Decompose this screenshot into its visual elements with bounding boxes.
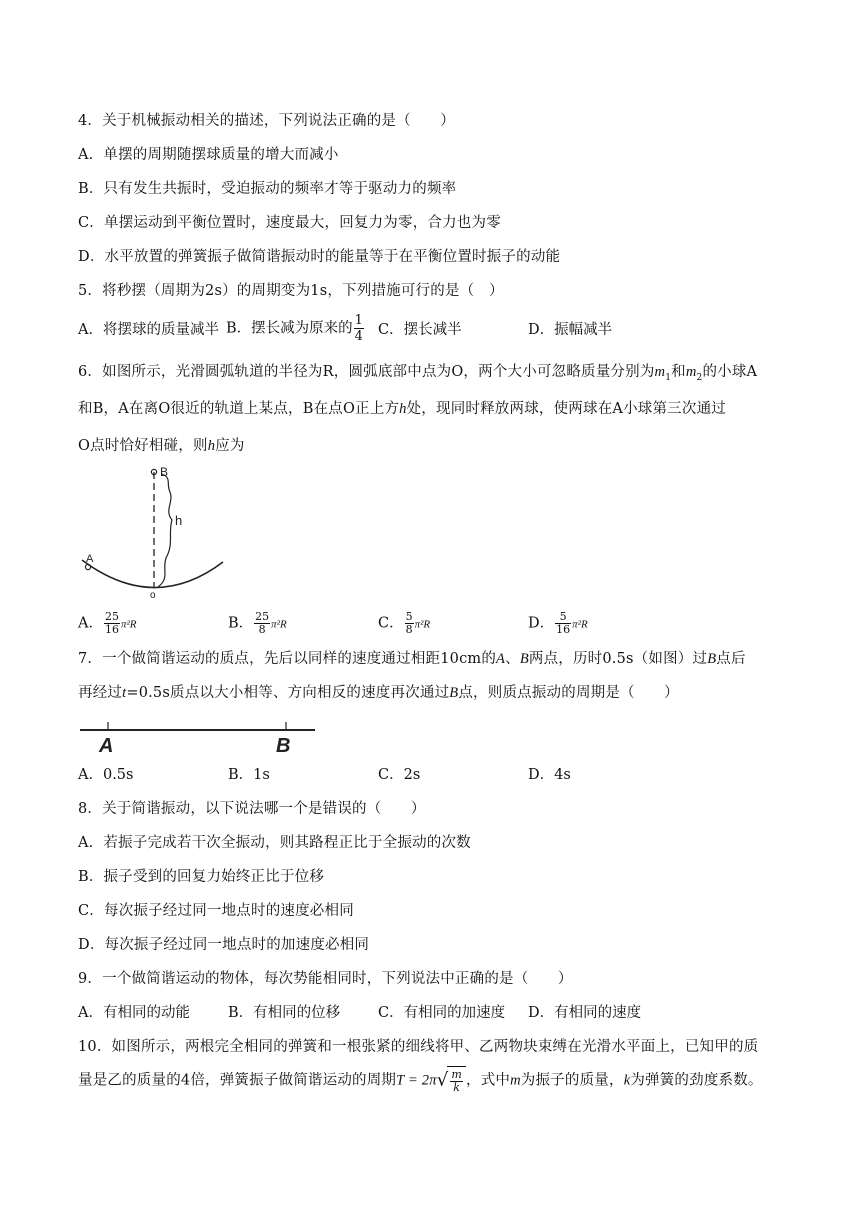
q10-line-2: 量是乙的质量的4倍，弹簧振子做简谐运动的周期T = 2π√ $\frac{m}{k}$ ，式中m为振子的质量，k为弹簧的劲度系数。: [78, 1067, 763, 1094]
q7-option-a: A．0.5s: [78, 767, 134, 783]
q8-stem: 8．关于简谐振动，以下说法哪一个是错误的（ ）: [78, 801, 426, 817]
q6-line-1: 6．如图所示，光滑圆弧轨道的半径为R，圆弧底部中点为O，两个大小可忽略质量分别为$m_1$和$m_2$的小球A: [78, 364, 758, 383]
q5-option-b-text: B．摆长减为原来的: [226, 320, 353, 337]
arc-track: [82, 560, 223, 588]
q8-option-a: A．若振子完成若干次全振动，则其路程正比于全振动的次数: [78, 835, 471, 851]
q7-figure: [80, 715, 320, 757]
q7-option-c: C．2s: [378, 767, 421, 783]
q5-stem: 5．将秒摆（周期为2s）的周期变为1s，下列措施可行的是（ ）: [78, 283, 504, 299]
q8-option-c: C．每次振子经过同一地点时的速度必相同: [78, 903, 354, 919]
q6-option-d-fraction: $\frac{5}{16}$: [556, 610, 571, 636]
q4-option-c: C．单摆运动到平衡位置时，速度最大，回复力为零，合力也为零: [78, 215, 501, 231]
label-h: h: [175, 513, 183, 528]
q7-line-1: 7．一个做简谐运动的质点，先后以同样的速度通过相距10cm的A、B两点，历时0.5s（如图）过B点后: [78, 651, 746, 667]
q9-option-a: A．有相同的动能: [78, 1005, 190, 1021]
q5-fraction: $\frac{1}{4}$: [354, 313, 363, 344]
h-brace: [158, 474, 172, 587]
label-a: A: [99, 735, 114, 757]
q6-option-b: B． $\frac{25}{8}$ π²R: [228, 610, 287, 636]
q7-option-b: B．1s: [228, 767, 270, 783]
q9-stem: 9．一个做简谐运动的物体，每次势能相同时，下列说法中正确的是（ ）: [78, 971, 573, 987]
q7-option-d: D．4s: [528, 767, 571, 783]
q6-line-3: O点时恰好相碰，则h应为: [78, 438, 245, 454]
label-o: o: [150, 590, 156, 600]
label-b: B: [160, 465, 169, 479]
q9-option-b: B．有相同的位移: [228, 1005, 341, 1021]
q6-line-2: 和B，A在离O很近的轨道上某点，B在点O正上方h处，现同时释放两球，使两球在A小球第三次通过: [78, 401, 726, 417]
q4-stem: 4．关于机械振动相关的描述，下列说法正确的是（ ）: [78, 113, 455, 129]
q10-line-1: 10．如图所示，两根完全相同的弹簧和一根张紧的细线将甲、乙两物块束缚在光滑水平面上，已知甲的质: [78, 1039, 759, 1055]
q6-option-a-fraction: $\frac{25}{16}$: [104, 610, 119, 636]
sqrt-radicand: $\frac{m}{k}$: [447, 1066, 466, 1095]
q4-option-a: A．单摆的周期随摆球质量的增大而减小: [78, 147, 339, 163]
q6-option-c-fraction: $\frac{5}{8}$: [405, 610, 413, 636]
label-a: A: [86, 553, 94, 565]
q5-option-c: C．摆长减半: [378, 322, 462, 338]
q4-option-b: B．只有发生共振时，受迫振动的频率才等于驱动力的频率: [78, 181, 457, 197]
q7-line-2: 再经过t=0.5s质点以大小相等、方向相反的速度再次通过B点，则质点振动的周期是（ ）: [78, 685, 679, 701]
q9-option-d: D．有相同的速度: [528, 1005, 642, 1021]
q5-option-a: A．将摆球的质量减半: [78, 322, 219, 338]
q6-figure: [76, 462, 236, 600]
q6-option-a: A． $\frac{25}{16}$ π²R: [78, 610, 137, 636]
q8-option-b: B．振子受到的回复力始终正比于位移: [78, 869, 325, 885]
q9-option-c: C．有相同的加速度: [378, 1005, 506, 1021]
period-formula-lhs: T = 2π: [396, 1072, 437, 1089]
q5-option-b: [226, 313, 365, 344]
q5-option-d: D．振幅减半: [528, 322, 613, 338]
q8-option-d: D．每次振子经过同一地点时的加速度必相同: [78, 937, 370, 953]
q4-option-d: D．水平放置的弹簧振子做简谐振动时的能量等于在平衡位置时振子的动能: [78, 249, 561, 265]
label-b: B: [276, 735, 291, 757]
q6-option-d: D． $\frac{5}{16}$ π²R: [528, 610, 588, 636]
q6-option-b-fraction: $\frac{25}{8}$: [255, 610, 270, 636]
q6-option-c: C． $\frac{5}{8}$ π²R: [378, 610, 431, 636]
